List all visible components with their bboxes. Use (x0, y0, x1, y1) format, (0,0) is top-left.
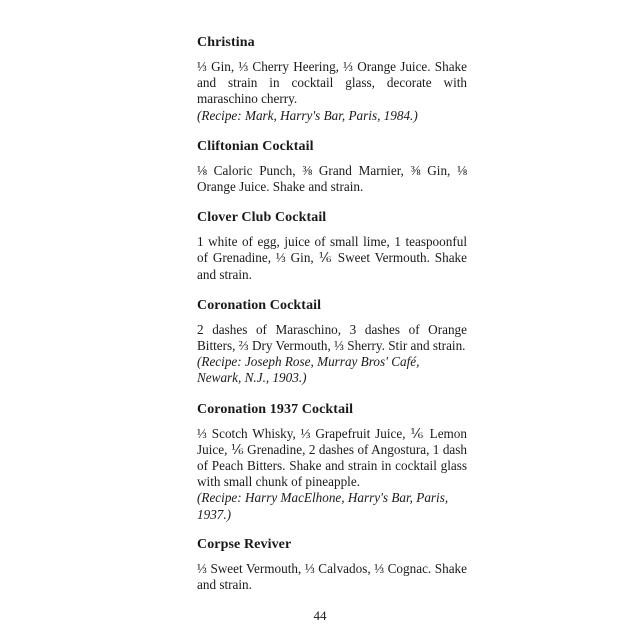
recipe-ingredients: 1 white of egg, juice of small lime, 1 teaspoonful of Grenadine, ⅓ Gin, ⅙ Sweet Vermouth. Shake and strain. (197, 234, 467, 282)
recipe-ingredients: ⅓ Gin, ⅓ Cherry Heering, ⅓ Orange Juice. Shake and strain in cocktail glass, decorate with maraschino cherry. (197, 59, 467, 107)
recipe-title: Coronation Cocktail (197, 297, 322, 313)
recipe-ingredients: ⅛ Caloric Punch, ⅜ Grand Marnier, ⅜ Gin, ⅛ Orange Juice. Shake and strain. (197, 162, 467, 195)
recipe-title: Christina (197, 35, 255, 50)
recipe-cliftonian-cocktail (197, 138, 467, 195)
recipe-title: Cliftonian Cocktail (197, 138, 314, 154)
recipe-title: Coronation 1937 Cocktail (197, 401, 354, 417)
recipe-title: Clover Club Cocktail (197, 210, 327, 226)
recipe-clover-club-cocktail (197, 209, 467, 283)
recipe-corpse-reviver (197, 536, 467, 593)
page-number: 44 (313, 608, 327, 623)
recipe-christina (197, 34, 467, 124)
recipe-coronation-1937-cocktail (197, 401, 467, 523)
recipe-ingredients: ⅓ Scotch Whisky, ⅓ Grapefruit Juice, ⅙ Lemon Juice, ⅙ Grenadine, 2 dashes of Angostura, 1 dash of Peach Bitters. Shake and strain in cocktail glass with small chunk of pineapple. (197, 425, 467, 490)
recipe-column (197, 34, 467, 593)
recipe-source: (Recipe: Mark, Harry's Bar, Paris, 1984.) (197, 107, 418, 123)
recipe-source: (Recipe: Harry MacElhone, Harry's Bar, Paris, 1937.) (197, 490, 449, 522)
recipe-source: (Recipe: Joseph Rose, Murray Bros' Café, Newark, N.J., 1903.) (197, 354, 420, 386)
recipe-ingredients: ⅓ Sweet Vermouth, ⅓ Calvados, ⅓ Cognac. Shake and strain. (197, 560, 467, 593)
recipe-title: Corpse Reviver (197, 536, 292, 552)
recipe-coronation-cocktail (197, 297, 467, 387)
recipe-ingredients: 2 dashes of Maraschino, 3 dashes of Orange Bitters, ⅔ Dry Vermouth, ⅓ Sherry. Stir and strain. (197, 321, 467, 354)
